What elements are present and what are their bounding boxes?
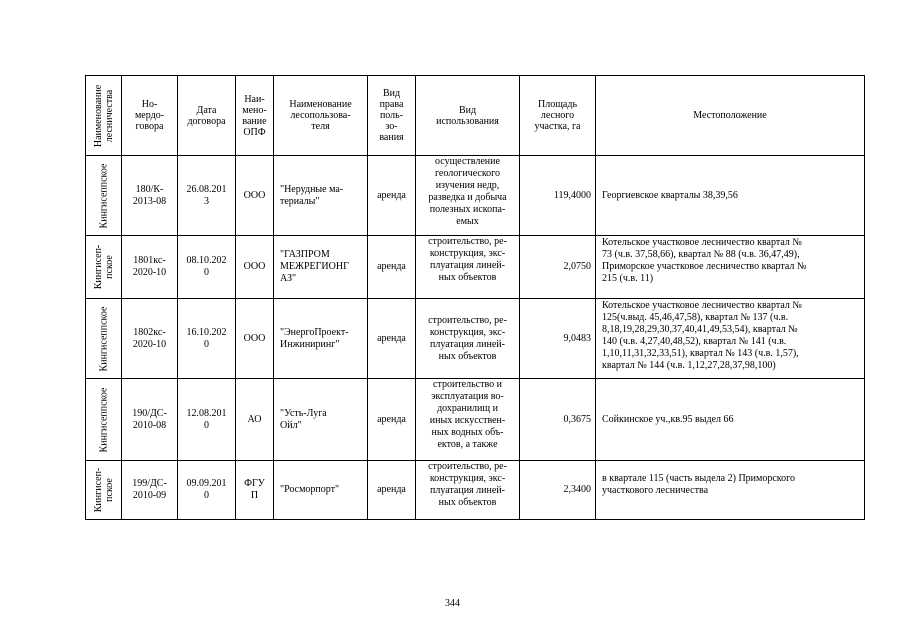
opf-cell: ООО <box>236 236 274 299</box>
lessee-cell: "Росморпорт" <box>274 461 368 520</box>
location-cell: в квартале 115 (часть выдела 2) Приморского участкового лесничества <box>596 461 865 520</box>
area-cell: 2,0750 <box>520 236 596 299</box>
right-type-cell: аренда <box>368 379 416 461</box>
location-cell: Сойкинское уч.,кв.95 выдел 66 <box>596 379 865 461</box>
table-row <box>86 299 865 379</box>
area-cell: 119,4000 <box>520 156 596 236</box>
location-cell: Котельское участковое лесничество квартал № 125(ч.выд. 45,46,47,58), квартал № 137 (ч.в. 8,18,19,28,29,30,37,40,41,49,53,54), квартал № 140 (ч.в. 4,27,40,48,52), квартал № 141 (ч.в. 1,10,11,31,32,33,51), квартал № 143 (ч.в. 1,57), квартал № 144 (ч.в. 1,12,27,28,37,98,100) <box>596 299 865 379</box>
use-type-cell: осуществление геологического изучения недр, разведка и добыча полезных ископа- емых <box>416 156 520 236</box>
opf-cell: АО <box>236 379 274 461</box>
contract-date-cell: 09.09.201 0 <box>178 461 236 520</box>
lessee-cell: "Усть-Луга Ойл" <box>274 379 368 461</box>
header-opf: Наи- мено- вание ОПФ <box>236 76 274 156</box>
use-type-cell: строительство, ре- конструкция, экс- плуатация линей- ных объектов <box>416 461 520 520</box>
location-cell: Котельское участковое лесничество квартал № 73 (ч.в. 37,58,66), квартал № 88 (ч.в. 36,47,49), Приморское участковое лесничество квартал № 215 (ч.в. 11) <box>596 236 865 299</box>
header-location: Местоположение <box>596 76 865 156</box>
header-contract-date: Дата договора <box>178 76 236 156</box>
table-row <box>86 461 865 520</box>
lease-table <box>85 75 865 520</box>
area-cell: 2,3400 <box>520 461 596 520</box>
header-row <box>86 76 865 156</box>
forestry-cell: Кингисеп- пское <box>86 461 122 520</box>
right-type-cell: аренда <box>368 299 416 379</box>
right-type-cell: аренда <box>368 156 416 236</box>
use-type-cell: строительство и эксплуатация во- дохранилищ и иных искусствен- ных водных объ- ектов, а также <box>416 379 520 461</box>
use-type-cell: строительство, ре- конструкция, экс- плуатация линей- ных объектов <box>416 299 520 379</box>
use-type-cell: строительство, ре- конструкция, экс- плуатация линей- ных объектов <box>416 236 520 299</box>
contract-date-cell: 08.10.202 0 <box>178 236 236 299</box>
contract-no-cell: 180/К- 2013-08 <box>122 156 178 236</box>
header-lessee: Наименование лесопользова- теля <box>274 76 368 156</box>
opf-cell: ООО <box>236 299 274 379</box>
contract-date-cell: 16.10.202 0 <box>178 299 236 379</box>
area-cell: 0,3675 <box>520 379 596 461</box>
lessee-cell: "ГАЗПРОМ МЕЖРЕГИОНГ АЗ" <box>274 236 368 299</box>
lessee-cell: "ЭнергоПроект- Инжиниринг" <box>274 299 368 379</box>
header-right-type: Вид права поль- зо- вания <box>368 76 416 156</box>
forestry-cell: Кингисеппское <box>86 379 122 461</box>
header-use-type: Вид использования <box>416 76 520 156</box>
right-type-cell: аренда <box>368 461 416 520</box>
table-row <box>86 236 865 299</box>
header-contract-no: Но- мердо- говора <box>122 76 178 156</box>
contract-no-cell: 1801кс- 2020-10 <box>122 236 178 299</box>
right-type-cell: аренда <box>368 236 416 299</box>
contract-no-cell: 1802кс- 2020-10 <box>122 299 178 379</box>
lessee-cell: "Нерудные ма- териалы" <box>274 156 368 236</box>
opf-cell: ООО <box>236 156 274 236</box>
header-area: Площадь лесного участка, га <box>520 76 596 156</box>
contract-no-cell: 199/ДС- 2010-09 <box>122 461 178 520</box>
forestry-cell: Кингисеп- пское <box>86 236 122 299</box>
forestry-cell: Кингисеппское <box>86 299 122 379</box>
forestry-cell: Кингисеппское <box>86 156 122 236</box>
page-number: 344 <box>445 598 460 609</box>
contract-date-cell: 26.08.201 3 <box>178 156 236 236</box>
location-cell: Георгиевское кварталы 38,39,56 <box>596 156 865 236</box>
contract-date-cell: 12.08.201 0 <box>178 379 236 461</box>
opf-cell: ФГУ П <box>236 461 274 520</box>
header-forestry: Наименование лесничества <box>86 76 122 156</box>
area-cell: 9,0483 <box>520 299 596 379</box>
table-row <box>86 379 865 461</box>
contract-no-cell: 190/ДС- 2010-08 <box>122 379 178 461</box>
table-row <box>86 156 865 236</box>
